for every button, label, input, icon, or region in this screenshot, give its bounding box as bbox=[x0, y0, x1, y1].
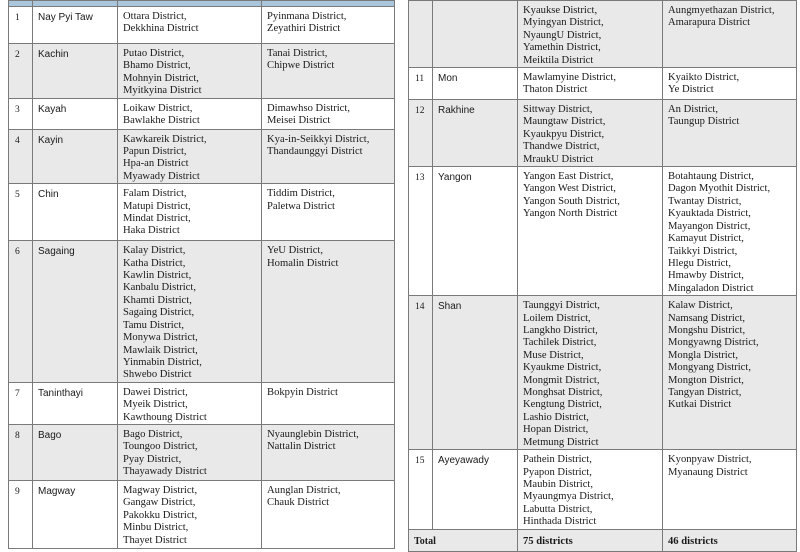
state-name: Taninthayi bbox=[33, 382, 118, 424]
row-number bbox=[409, 1, 433, 68]
table-row bbox=[9, 44, 395, 99]
table-row bbox=[409, 100, 797, 167]
districts-column-b: Aungmyethazan District, Amarapura District bbox=[663, 1, 797, 68]
total-column-b: 46 districts bbox=[663, 529, 797, 551]
districts-column-a: Dawei District, Myeik District, Kawthoung District bbox=[118, 382, 262, 424]
total-row bbox=[409, 529, 797, 551]
row-number: 7 bbox=[9, 382, 33, 424]
table-row bbox=[409, 450, 797, 529]
districts-column-b: Dimawhso District, Meisei District bbox=[262, 98, 395, 129]
districts-column-b: Botahtaung District, Dagon Myothit District, Twantay District, Kyauktada District, Mayangon District, Kamayut District, Taikkyi District, Hlegu District, Hmawby District, Mingaladon District bbox=[663, 167, 797, 296]
districts-column-b: Nyaunglebin District, Nattalin District bbox=[262, 424, 395, 480]
districts-column-a: Mawlamyine District, Thaton District bbox=[518, 68, 663, 100]
state-name: Ayeyawady bbox=[433, 450, 518, 529]
district-table-left bbox=[8, 0, 395, 549]
districts-column-a: Magway District, Gangaw District, Pakokku District, Minbu District, Thayet District bbox=[118, 480, 262, 548]
districts-column-b: YeU District, Homalin District bbox=[262, 241, 395, 382]
row-number: 3 bbox=[9, 98, 33, 129]
row-number: 8 bbox=[9, 424, 33, 480]
state-name: Nay Pyi Taw bbox=[33, 7, 118, 44]
state-name: Chin bbox=[33, 184, 118, 241]
table-row bbox=[409, 1, 797, 68]
row-number: 1 bbox=[9, 7, 33, 44]
districts-column-a: Kawkareik District, Papun District, Hpa-an District Myawady District bbox=[118, 129, 262, 184]
districts-column-a: Bago District, Toungoo District, Pyay District, Thayawady District bbox=[118, 424, 262, 480]
districts-column-a: Ottara District, Dekkhina District bbox=[118, 7, 262, 44]
districts-column-b: Aunglan District, Chauk District bbox=[262, 480, 395, 548]
state-name: Kayah bbox=[33, 98, 118, 129]
state-name: Rakhine bbox=[433, 100, 518, 167]
state-name: Mon bbox=[433, 68, 518, 100]
districts-column-a: Putao District, Bhamo District, Mohnyin District, Myitkyina District bbox=[118, 44, 262, 99]
districts-column-b: Kyonpyaw District, Myanaung District bbox=[663, 450, 797, 529]
table-row bbox=[9, 184, 395, 241]
districts-column-a: Pathein District, Pyapon District, Maubin District, Myaungmya District, Labutta District, Hinthada District bbox=[518, 450, 663, 529]
table-row bbox=[9, 7, 395, 44]
districts-column-b: Kya-in-Seikkyi District, Thandaunggyi District bbox=[262, 129, 395, 184]
districts-column-b: Tanai District, Chipwe District bbox=[262, 44, 395, 99]
state-name: Sagaing bbox=[33, 241, 118, 382]
total-label: Total bbox=[409, 529, 518, 551]
districts-column-a: Kyaukse District, Myingyan District, NyaungU District, Yamethin District, Meiktila District bbox=[518, 1, 663, 68]
table-row bbox=[9, 129, 395, 184]
districts-column-a: Kalay District, Katha District, Kawlin District, Kanbalu District, Khamti District, Sagaing District, Tamu District, Monywa District, Mawlaik District, Yinmabin District, Shwebo District bbox=[118, 241, 262, 382]
districts-column-b: Bokpyin District bbox=[262, 382, 395, 424]
row-number: 9 bbox=[9, 480, 33, 548]
row-number: 11 bbox=[409, 68, 433, 100]
row-number: 2 bbox=[9, 44, 33, 99]
districts-column-b: Kalaw District, Namsang District, Mongshu District, Mongyawng District, Mongla District, Mongyang District, Mongton District, Tangyan District, Kutkai District bbox=[663, 296, 797, 450]
table-row bbox=[9, 480, 395, 548]
table-row bbox=[9, 424, 395, 480]
table-row bbox=[9, 98, 395, 129]
state-name: Yangon bbox=[433, 167, 518, 296]
districts-column-a: Falam District, Matupi District, Mindat District, Haka District bbox=[118, 184, 262, 241]
row-number: 14 bbox=[409, 296, 433, 450]
districts-column-a: Loikaw District, Bawlakhe District bbox=[118, 98, 262, 129]
row-number: 12 bbox=[409, 100, 433, 167]
table-row bbox=[409, 296, 797, 450]
state-name: Bago bbox=[33, 424, 118, 480]
table-row bbox=[9, 382, 395, 424]
state-name: Shan bbox=[433, 296, 518, 450]
districts-column-a: Sittway District, Maungtaw District, Kyaukpyu District, Thandwe District, MraukU District bbox=[518, 100, 663, 167]
district-table-right bbox=[408, 0, 797, 552]
row-number: 5 bbox=[9, 184, 33, 241]
row-number: 13 bbox=[409, 167, 433, 296]
districts-column-b: Kyaikto District, Ye District bbox=[663, 68, 797, 100]
row-number: 6 bbox=[9, 241, 33, 382]
table-row bbox=[409, 167, 797, 296]
row-number: 15 bbox=[409, 450, 433, 529]
table-row bbox=[9, 241, 395, 382]
districts-column-b: Tiddim District, Paletwa District bbox=[262, 184, 395, 241]
state-name: Kayin bbox=[33, 129, 118, 184]
state-name bbox=[433, 1, 518, 68]
districts-column-a: Taunggyi District, Loilem District, Langkho District, Tachilek District, Muse District, Kyaukme District, Mongmit District, Monghsat District, Kengtung District, Lashio District, Hopan District, Metmung District bbox=[518, 296, 663, 450]
districts-column-a: Yangon East District, Yangon West District, Yangon South District, Yangon North District bbox=[518, 167, 663, 296]
table-row bbox=[409, 68, 797, 100]
state-name: Magway bbox=[33, 480, 118, 548]
districts-column-b: An District, Taungup District bbox=[663, 100, 797, 167]
total-column-a: 75 districts bbox=[518, 529, 663, 551]
state-name: Kachin bbox=[33, 44, 118, 99]
districts-column-b: Pyinmana District, Zeyathiri District bbox=[262, 7, 395, 44]
row-number: 4 bbox=[9, 129, 33, 184]
